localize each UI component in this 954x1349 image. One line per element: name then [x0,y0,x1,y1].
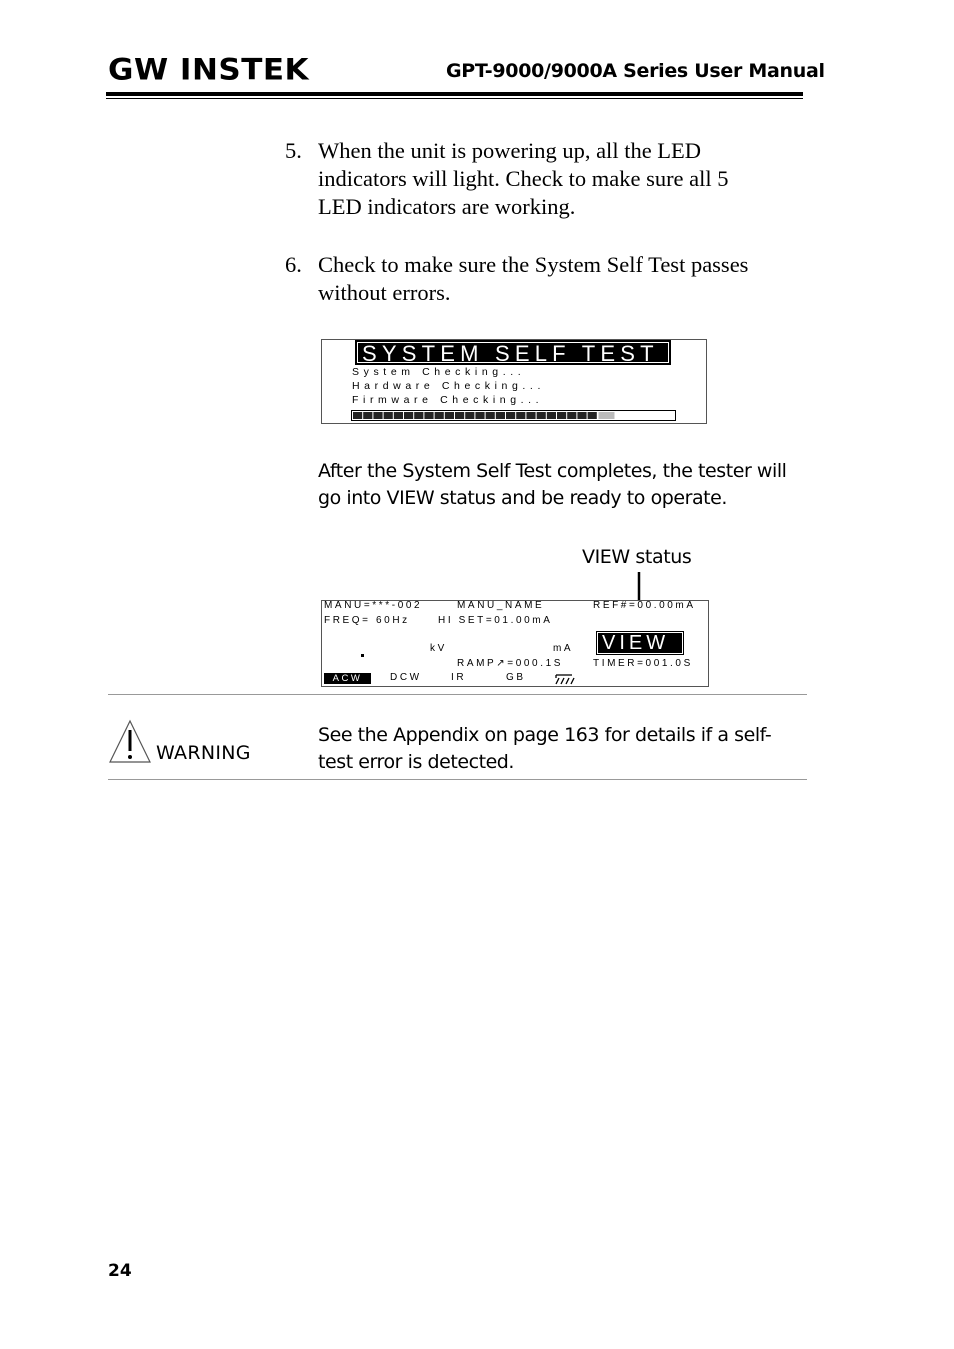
unit-ma: mA [553,643,574,654]
view-screen-manu: MANU=***-002 [324,600,423,611]
progress-segment [537,412,546,419]
section-divider [108,779,807,780]
self-test-line: Firmware Checking... [352,394,544,406]
progress-segment [394,412,403,419]
progress-segment [353,412,362,419]
view-screen-timer: TIMER=001.0S [593,658,693,669]
progress-segment [465,412,474,419]
step-number: 6. [285,252,302,277]
reading-dot [361,654,364,657]
progress-segment [384,412,393,419]
warning-label: WARNING [156,742,251,764]
manual-title: GPT-9000/9000A Series User Manual [446,60,825,82]
mode-gb: GB [506,672,526,683]
header-rule [106,92,803,96]
self-test-title: SYSTEM SELF TEST [356,341,670,364]
section-divider [108,694,807,695]
progress-segment [363,412,372,419]
step-line: When the unit is powering up, all the LED [318,138,702,163]
view-screen-hi-set: HI SET=01.00mA [438,615,553,626]
self-test-progress-bar [351,410,676,421]
brand-logo: GW INSTEK [108,52,310,88]
step-line: indicators will light. Check to make sure all 5 [318,166,729,191]
warning-text [318,722,808,776]
progress-segment [557,412,566,419]
step-text [318,251,808,307]
view-screen-ref: REF#=00.00mA [593,600,696,611]
progress-segment [496,412,505,419]
self-test-line: Hardware Checking... [352,380,545,392]
step-text [318,137,808,221]
mode-ir: IR [451,672,467,683]
paragraph-line: go into VIEW status and be ready to operate. [318,487,727,509]
progress-segment-partial [598,412,614,419]
self-test-line: System Checking... [352,366,526,378]
progress-segment [516,412,525,419]
progress-segment [424,412,433,419]
progress-segment [567,412,576,419]
step-number: 5. [285,138,302,163]
warning-line: See the Appendix on page 163 for details if a self- [318,724,772,746]
progress-segment [414,412,423,419]
progress-segment [577,412,586,419]
page-number: 24 [108,1261,132,1281]
progress-segment [445,412,454,419]
view-badge: VIEW [597,632,683,654]
progress-segment [435,412,444,419]
progress-segment [506,412,515,419]
paragraph-line: After the System Self Test completes, the tester will [318,460,787,482]
step-line: Check to make sure the System Self Test passes [318,252,749,277]
progress-segments [352,411,675,420]
progress-segment [547,412,556,419]
step-line: LED indicators are working. [318,194,576,219]
mode-acw: ACW [324,673,371,684]
progress-segment [455,412,464,419]
progress-segment [486,412,495,419]
progress-segment [588,412,597,419]
progress-segment [404,412,413,419]
progress-segment [526,412,535,419]
unit-kv: kV [430,643,447,654]
after-test-paragraph [318,458,818,512]
step-line: without errors. [318,280,451,305]
view-screen-freq: FREQ= 60Hz [324,615,410,626]
mode-dcw: DCW [390,672,422,683]
view-screen-manu-name: MANU_NAME [457,600,545,611]
view-status-callout: VIEW status [582,546,692,568]
progress-segment [373,412,382,419]
view-screen-ramp: RAMP↗=000.1S [457,658,564,669]
progress-segment [475,412,484,419]
header-rule-thin [106,98,803,99]
warning-line: test error is detected. [318,751,515,773]
warning-icon [108,719,152,764]
ground-icon [555,673,575,685]
